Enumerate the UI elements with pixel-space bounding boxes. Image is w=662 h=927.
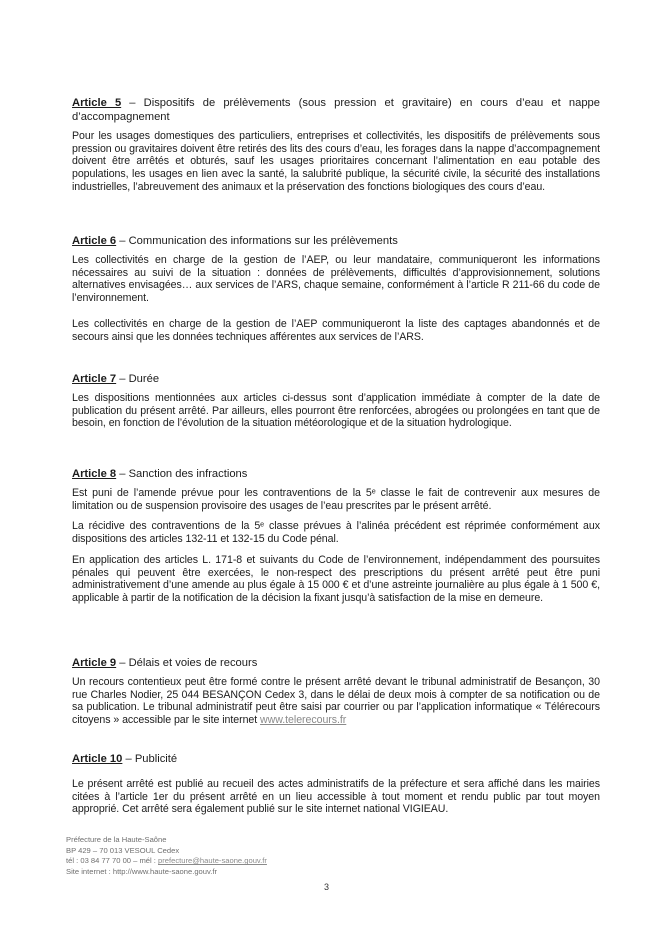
article-title: – Dispositifs de prélèvements (sous pression et gravitaire) en cours d’eau et nappe d’accompagnement [72, 97, 600, 123]
footer-email-link[interactable]: prefecture@haute-saone.gouv.fr [158, 856, 267, 866]
article-label: Article 8 [72, 468, 117, 480]
footer-line [66, 856, 366, 867]
prefecture-footer [66, 835, 366, 878]
article-title: – Sanction des infractions [116, 468, 248, 480]
article-paragraph: Pour les usages domestiques des particuliers, entreprises et collectivités, les dispositifs de prélèvements sous pression ou gravitaires doivent être retirés des lits des cours d’eau, les forages dans la nappe d’accompagnement doivent être arrêtés et obturés, sauf les usages prioritaires concernant l’alimentation en eau potable des populations, les usages en lien avec la santé, la salubrité publique, la sécurité civile, la sécurité des installations industrielles, l’abreuvement des animaux et la préservation des fonctions biologiques des cours d’eau. [72, 130, 600, 193]
article-title: – Délais et voies de recours [116, 657, 258, 669]
article-paragraph: En application des articles L. 171-8 et suivants du Code de l’environnement, indépendamment des poursuites pénales qui peuvent être exercées, le non-respect des prescriptions du présent arrêté peut être puni administrativement d’une amende au plus égale à 15 000 € et d’une astreinte journalière au plus égale à 1 500 €, applicable à partir de la notification de la décision la fixant jusqu’à satisfaction de la mise en demeure. [72, 553, 600, 604]
article-paragraph: Est puni de l’amende prévue pour les contraventions de la 5ᵉ classe le fait de contrevenir aux mesures de limitation ou de suspension provisoire des usages de l’eau prescrites par le présent arrêté. [72, 487, 600, 512]
article-heading [72, 467, 600, 481]
telerecours-link[interactable]: www.telerecours.fr [260, 714, 347, 727]
article-paragraph: Le présent arrêté est publié au recueil des actes administratifs de la préfecture et sera affiché dans les mairies citées à l’article 1er du présent arrêté en un lieu accessible à tout moment et rendu public par tout moyen approprié. Cet arrêté sera également publié sur le site internet national VIGIEAU. [72, 778, 600, 816]
article-10 [72, 752, 600, 816]
article-title: – Communication des informations sur les prélèvements [116, 235, 398, 247]
article-heading [72, 656, 600, 670]
article-paragraph: Les dispositions mentionnées aux articles ci-dessus sont d’application immédiate à compter de la date de publication du présent arrêté. Par ailleurs, elles pourront être renforcées, abrogées ou prolongées en tant que de besoin, en fonction de l’évolution de la situation météorologique et de la situation hydrologique. [72, 392, 600, 430]
article-9 [72, 656, 600, 727]
article-paragraph [72, 676, 600, 727]
article-7 [72, 372, 600, 430]
article-paragraph-text: Un recours contentieux peut être formé contre le présent arrêté devant le tribunal administratif de Besançon, 30 rue Charles Nodier, 25 044 BESANÇON Cedex 3, dans le délai de deux mois à compter de sa notification ou de sa publication. Le tribunal administratif peut être saisi par courrier ou par l’application informatique « Télérecours citoyens » accessible par le site internet [72, 676, 600, 727]
article-label: Article 5 [72, 97, 122, 109]
article-paragraph: Les collectivités en charge de la gestion de l’AEP communiqueront la liste des captages abandonnés et de secours ainsi que les données techniques afférentes aux services de l’ARS. [72, 317, 600, 343]
footer-line: Site internet : http://www.haute-saone.gouv.fr [66, 867, 217, 877]
footer-phone: tél : 03 84 77 70 00 – mél : [66, 856, 159, 866]
footer-line: Préfecture de la Haute-Saône [66, 835, 167, 844]
article-label: Article 9 [72, 657, 117, 669]
article-8 [72, 467, 600, 605]
article-5 [72, 96, 600, 194]
article-label: Article 7 [72, 373, 117, 385]
article-paragraph: Les collectivités en charge de la gestion de l’AEP, ou leur mandataire, communiqueront les informations nécessaires au suivi de la situation : données de prélèvements, difficultés d’approvisionnement, solutions alternatives envisagées… aux services de l’ARS, chaque semaine, conformément à l’article R 211-66 du code de l’environnement. [72, 254, 600, 305]
page-number: 3 [324, 882, 330, 892]
article-6 [72, 234, 600, 343]
footer-line: BP 429 – 70 013 VESOUL Cedex [66, 845, 180, 855]
article-label: Article 10 [72, 753, 123, 765]
article-paragraph: La récidive des contraventions de la 5ᵉ classe prévues à l’alinéa précédent est réprimée conformément aux dispositions des articles 132-11 et 132-15 du Code pénal. [72, 520, 600, 546]
article-label: Article 6 [72, 235, 117, 247]
article-heading [72, 96, 600, 124]
article-heading [72, 234, 600, 248]
article-heading [72, 752, 600, 766]
article-title: – Durée [116, 373, 160, 385]
article-title: – Publicité [122, 753, 178, 765]
article-heading [72, 372, 600, 386]
